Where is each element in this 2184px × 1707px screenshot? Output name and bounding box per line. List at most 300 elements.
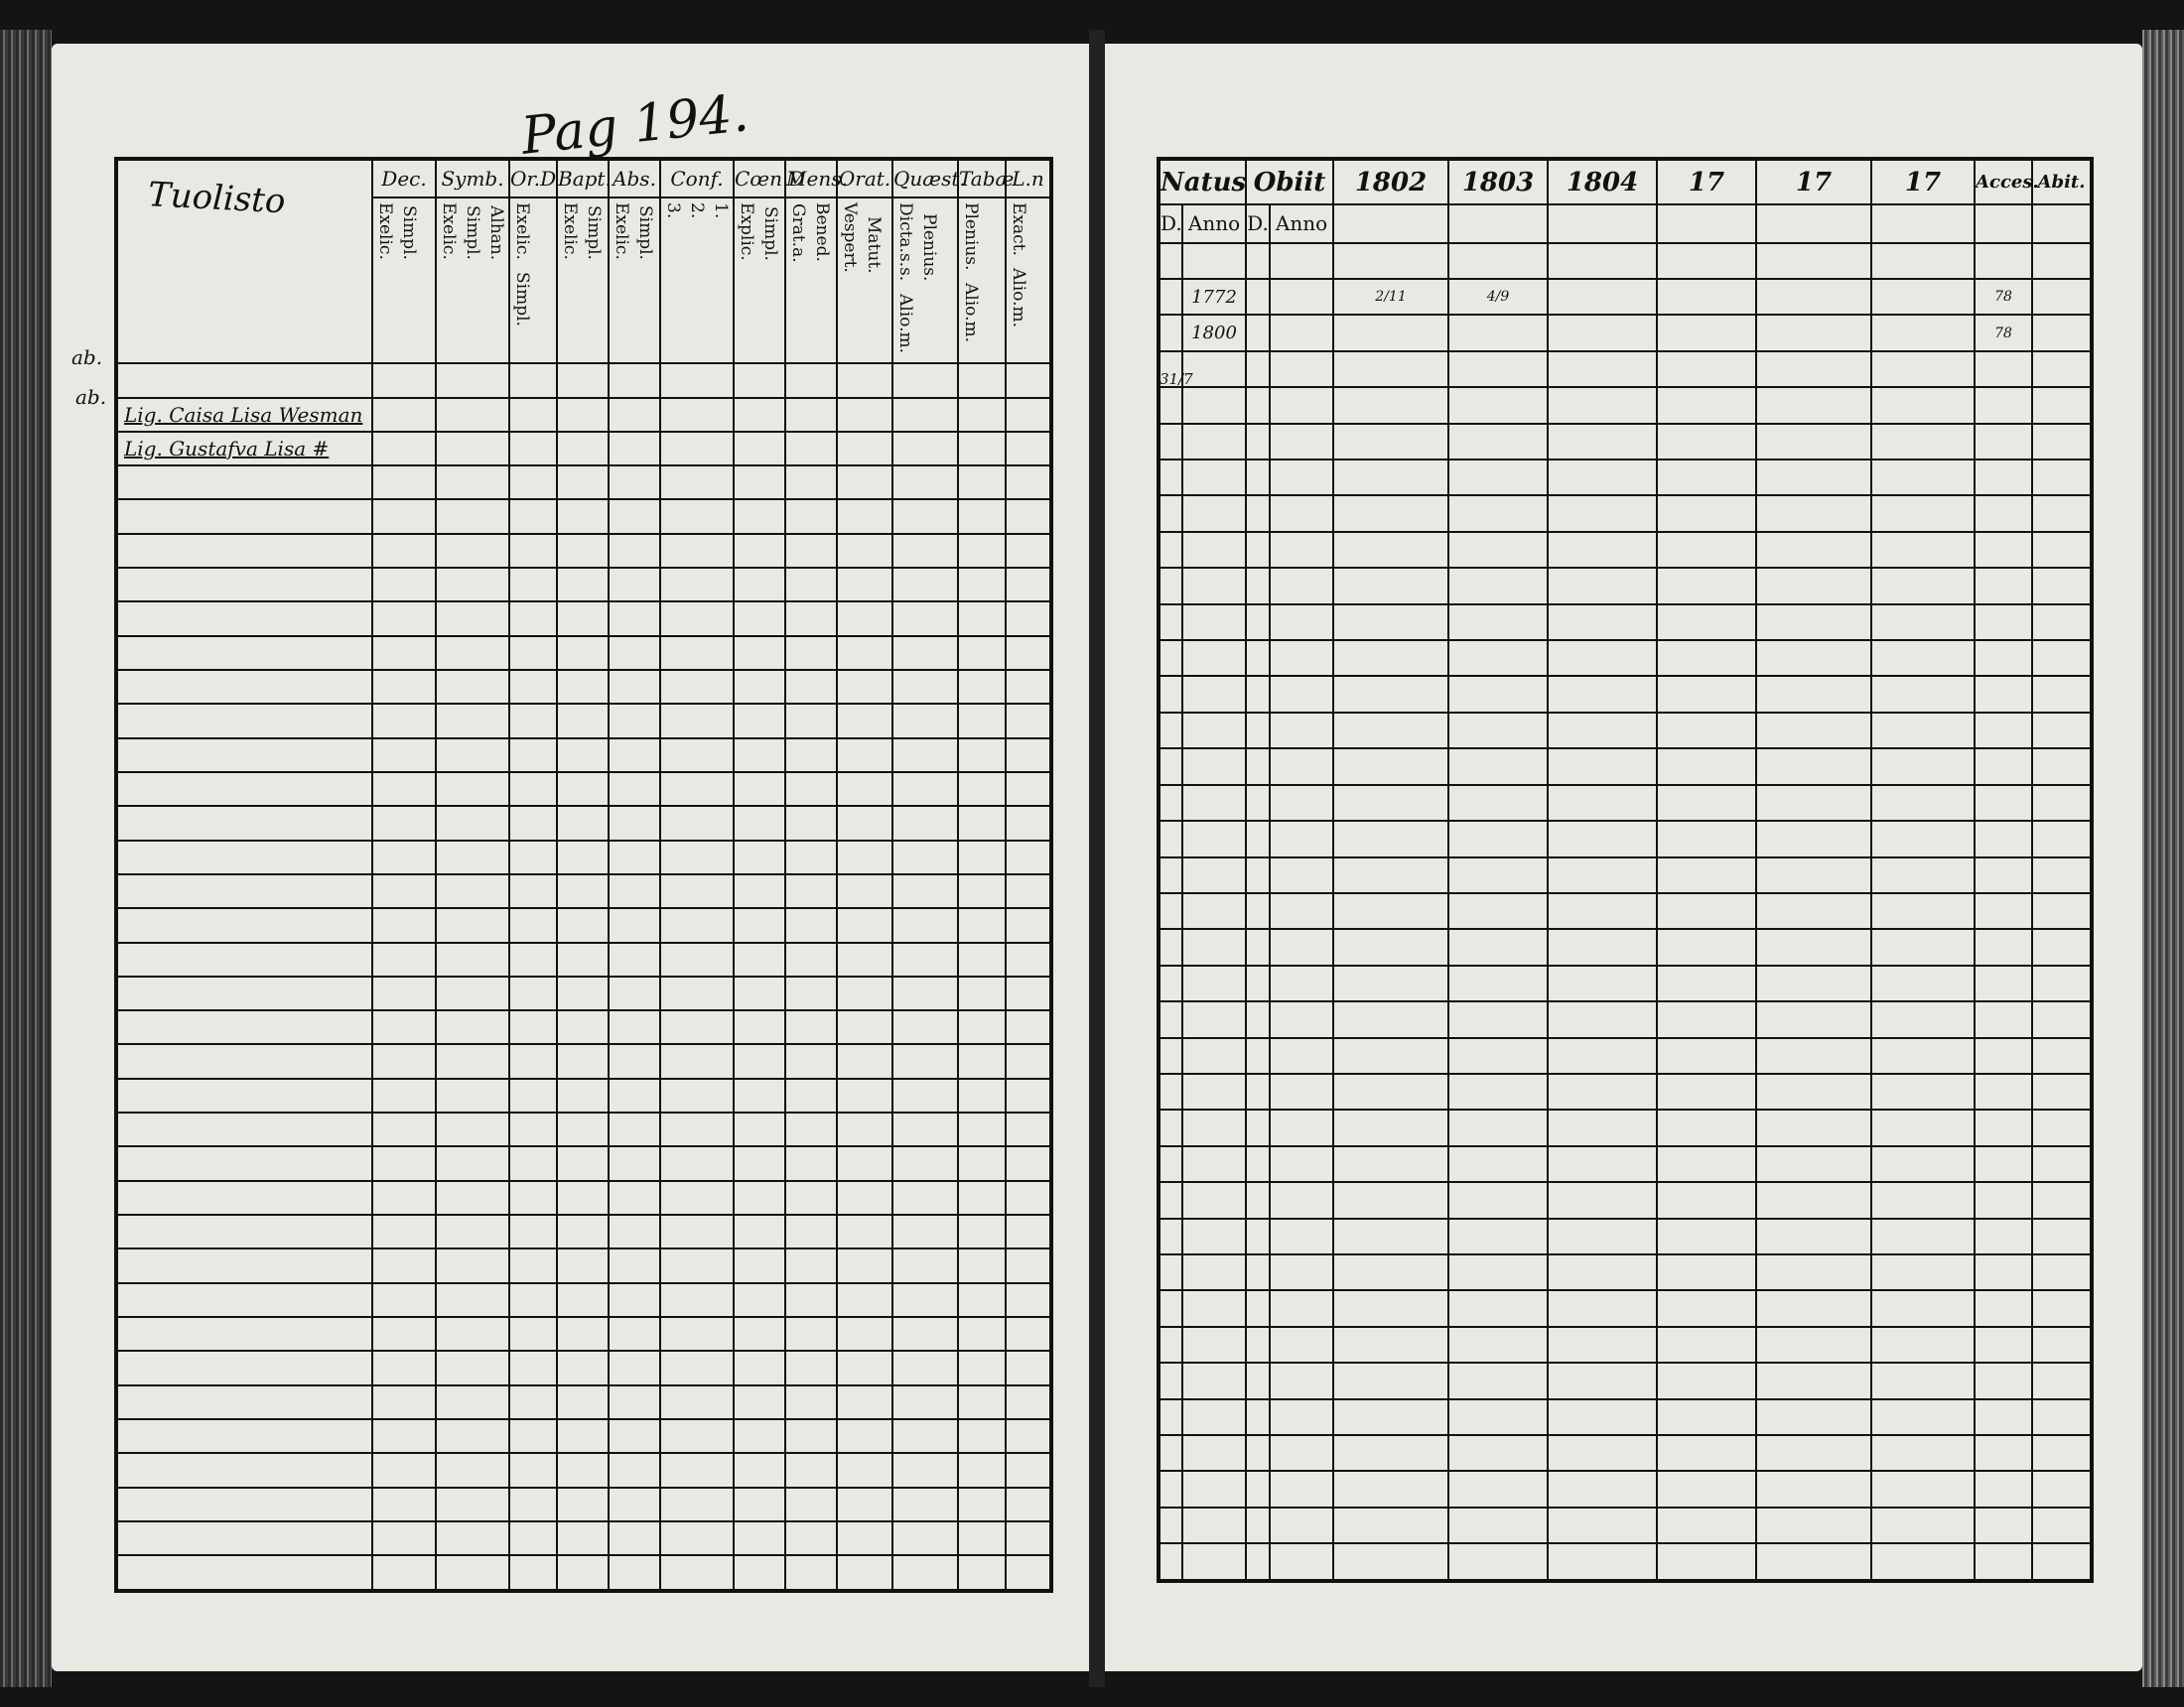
ledger-cell <box>660 874 734 908</box>
ledger-cell <box>436 841 509 874</box>
ledger-cell <box>436 1521 509 1555</box>
ledger-cell <box>2032 1399 2092 1435</box>
ledger-cell <box>1871 1508 1975 1543</box>
ledger-cell <box>509 943 557 977</box>
ledger-cell <box>1756 857 1871 893</box>
ledger-cell <box>1975 1182 2032 1218</box>
ledger-cell <box>892 1283 958 1317</box>
ledger-cell <box>1246 893 1270 929</box>
ledger-cell <box>1006 874 1051 908</box>
ledger-cell <box>557 601 609 635</box>
ledger-cell <box>509 465 557 499</box>
ledger-cell <box>1871 460 1975 495</box>
ledger-cell <box>509 1488 557 1521</box>
ledger-cell <box>1756 279 1871 315</box>
ledger-cell <box>785 568 837 601</box>
ledger-cell <box>1270 424 1333 460</box>
table-row <box>116 670 1051 704</box>
table-row <box>116 1079 1051 1113</box>
book-edge-left <box>0 30 52 1687</box>
ledger-cell <box>1006 1113 1051 1146</box>
ledger-cell <box>1548 785 1657 821</box>
ledger-cell <box>892 636 958 670</box>
name-cell <box>116 534 372 568</box>
ledger-cell <box>372 432 436 465</box>
name-cell <box>116 1317 372 1351</box>
ledger-cell <box>372 1555 436 1591</box>
table-row <box>116 874 1051 908</box>
ledger-cell <box>1975 1327 2032 1363</box>
ledger-cell <box>1657 460 1756 495</box>
ledger-cell <box>785 1044 837 1078</box>
ledger-cell <box>1548 1219 1657 1254</box>
ledger-cell <box>660 1351 734 1384</box>
ledger-cell <box>734 670 785 704</box>
table-row <box>116 1317 1051 1351</box>
ledger-cell <box>1270 929 1333 965</box>
ledger-cell <box>2032 1543 2092 1581</box>
ledger-cell <box>1448 460 1548 495</box>
ledger-cell <box>2032 243 2092 279</box>
sub-label: Grat.a. <box>788 202 808 263</box>
ledger-cell <box>785 1453 837 1487</box>
ledger-cell <box>1159 1254 1182 1290</box>
sub-label: Explic. <box>737 202 756 262</box>
ledger-cell <box>958 1079 1006 1113</box>
ledger-cell <box>1756 1543 1871 1581</box>
ledger-cell <box>1756 1146 1871 1182</box>
ledger-cell <box>1333 424 1448 460</box>
ledger-cell <box>1006 1146 1051 1180</box>
ledger-cell <box>660 534 734 568</box>
table-row <box>116 1283 1051 1317</box>
sub-label: Bened. <box>812 202 832 263</box>
ledger-cell <box>1333 568 1448 603</box>
ledger-cell <box>1657 821 1756 856</box>
ledger-cell <box>1182 387 1246 423</box>
ledger-cell <box>1657 1110 1756 1145</box>
ledger-cell <box>1657 1254 1756 1290</box>
sub-head-obiit-anno: Anno <box>1270 204 1333 243</box>
ledger-cell <box>734 1044 785 1078</box>
ledger-cell <box>557 1181 609 1215</box>
ledger-cell <box>609 1010 660 1044</box>
ledger-cell <box>1975 857 2032 893</box>
col-head-abit: Abit. <box>2032 159 2092 204</box>
name-cell <box>116 806 372 840</box>
ledger-cell <box>734 363 785 397</box>
ledger-cell <box>1246 1219 1270 1254</box>
ledger-cell <box>837 1385 892 1419</box>
sub-head-symb <box>436 197 509 363</box>
col-head-conf: Conf. <box>660 159 734 197</box>
ledger-cell <box>1159 243 1182 279</box>
ledger-cell <box>1548 1471 1657 1507</box>
ledger-cell <box>1871 1543 1975 1581</box>
ledger-cell <box>1006 1044 1051 1078</box>
ledger-cell <box>660 1248 734 1282</box>
ledger-cell <box>1159 676 1182 712</box>
ledger-cell <box>509 1385 557 1419</box>
ledger-cell <box>1006 1248 1051 1282</box>
ledger-cell <box>509 1181 557 1215</box>
ledger-cell <box>1333 713 1448 748</box>
sub-head-dec <box>372 197 436 363</box>
ledger-cell <box>436 363 509 397</box>
table-row <box>1159 604 2092 640</box>
ledger-cell <box>1006 1453 1051 1487</box>
table-row <box>1159 243 2092 279</box>
name-cell <box>116 499 372 533</box>
ledger-cell <box>1548 748 1657 784</box>
sub-head-orat <box>837 197 892 363</box>
sub-label: Alio.m. <box>1009 268 1028 328</box>
ledger-cell <box>1159 532 1182 568</box>
ledger-cell <box>557 465 609 499</box>
ledger-cell <box>1270 1399 1333 1435</box>
ledger-cell <box>2032 929 2092 965</box>
ledger-cell <box>1182 1219 1246 1254</box>
ledger-cell <box>509 874 557 908</box>
ledger-cell <box>785 1215 837 1248</box>
name-cell <box>116 977 372 1010</box>
ledger-cell <box>660 1521 734 1555</box>
ledger-cell <box>1871 1110 1975 1145</box>
ledger-cell <box>1246 1110 1270 1145</box>
ledger-cell <box>1270 821 1333 856</box>
ledger-cell <box>837 1146 892 1180</box>
ledger-cell <box>958 1010 1006 1044</box>
col-head-quaest: Quæst. <box>892 159 958 197</box>
ledger-cell <box>892 398 958 432</box>
ledger-cell <box>892 1146 958 1180</box>
ledger-cell <box>1006 601 1051 635</box>
table-row <box>116 398 1051 432</box>
ledger-cell <box>892 670 958 704</box>
ledger-cell <box>837 636 892 670</box>
ledger-cell <box>1871 1001 1975 1037</box>
ledger-cell <box>892 738 958 772</box>
ledger-cell <box>1333 1182 1448 1218</box>
ledger-cell <box>1159 424 1182 460</box>
table-row <box>1159 315 2092 350</box>
sub-head-coen <box>734 197 785 363</box>
table-row <box>1159 1038 2092 1074</box>
ledger-cell <box>1246 929 1270 965</box>
ledger-cell <box>785 841 837 874</box>
ledger-cell <box>1246 315 1270 350</box>
ledger-cell <box>892 568 958 601</box>
ledger-cell <box>734 908 785 942</box>
ledger-cell <box>372 1215 436 1248</box>
ledger-cell <box>660 1215 734 1248</box>
ledger-cell <box>1548 857 1657 893</box>
ledger-cell <box>1270 1543 1333 1581</box>
ledger-cell <box>1182 713 1246 748</box>
table-row <box>1159 351 2092 387</box>
ledger-cell <box>1333 640 1448 676</box>
page-number: Pag 194. <box>518 83 751 167</box>
ledger-cell <box>509 1283 557 1317</box>
ledger-cell <box>1270 279 1333 315</box>
sub-label: Plenius. <box>961 202 981 271</box>
ledger-cell <box>1756 1254 1871 1290</box>
ledger-cell <box>1182 1543 1246 1581</box>
ledger-cell <box>609 1044 660 1078</box>
table-row <box>116 1453 1051 1487</box>
ledger-cell <box>785 432 837 465</box>
ledger-cell <box>509 1044 557 1078</box>
ledger-cell <box>1182 1001 1246 1037</box>
ledger-cell <box>734 1317 785 1351</box>
ledger-cell <box>436 772 509 806</box>
ledger-cell <box>660 1113 734 1146</box>
ledger-cell <box>1448 748 1548 784</box>
ledger-cell <box>1159 1038 1182 1074</box>
table-row <box>1159 1254 2092 1290</box>
ledger-cell <box>1871 748 1975 784</box>
ledger-cell <box>436 1385 509 1419</box>
ledger-cell <box>785 874 837 908</box>
ledger-cell <box>372 1453 436 1487</box>
ledger-cell <box>557 1079 609 1113</box>
ledger-cell <box>1006 704 1051 737</box>
ledger-cell <box>1246 713 1270 748</box>
ledger-cell <box>1975 532 2032 568</box>
ledger-cell <box>1548 495 1657 531</box>
ledger-cell <box>1448 966 1548 1001</box>
ledger-cell <box>837 499 892 533</box>
ledger-cell <box>1006 1317 1051 1351</box>
ledger-cell <box>1548 1146 1657 1182</box>
ledger-cell <box>372 568 436 601</box>
ledger-cell <box>2032 1435 2092 1471</box>
ledger-cell <box>1246 857 1270 893</box>
table-row <box>116 1113 1051 1146</box>
ledger-cell <box>1006 1555 1051 1591</box>
ledger-cell <box>958 738 1006 772</box>
ledger-cell <box>1657 713 1756 748</box>
ledger-cell <box>1159 1363 1182 1398</box>
ledger-cell <box>2032 1038 2092 1074</box>
ledger-cell <box>372 738 436 772</box>
ledger-cell <box>1333 929 1448 965</box>
ledger-cell <box>1975 640 2032 676</box>
ledger-cell <box>1871 1146 1975 1182</box>
ledger-cell <box>1333 604 1448 640</box>
ledger-cell <box>609 636 660 670</box>
ledger-cell <box>609 1317 660 1351</box>
ledger-cell <box>557 977 609 1010</box>
col-head-year-1804: 1804 <box>1548 159 1657 204</box>
ledger-cell <box>660 738 734 772</box>
ledger-cell <box>372 1351 436 1384</box>
entry-margin-note-2: ab. <box>75 385 107 409</box>
ledger-cell <box>1333 1038 1448 1074</box>
ledger-cell <box>2032 857 2092 893</box>
ledger-cell <box>509 1113 557 1146</box>
col-head-year-5: 17 <box>1756 159 1871 204</box>
ledger-cell <box>1975 1074 2032 1110</box>
ledger-cell <box>2032 1001 2092 1037</box>
ledger-cell <box>1333 821 1448 856</box>
ledger-cell <box>2032 568 2092 603</box>
ledger-cell <box>1182 243 1246 279</box>
ledger-cell <box>1975 893 2032 929</box>
name-cell <box>116 363 372 397</box>
ledger-cell <box>660 1181 734 1215</box>
ledger-cell <box>436 534 509 568</box>
ledger-cell <box>1246 821 1270 856</box>
sub-head-natus-day: D. <box>1159 204 1182 243</box>
ledger-cell <box>1756 351 1871 387</box>
ledger-cell <box>958 874 1006 908</box>
ledger-cell <box>1246 676 1270 712</box>
ledger-cell <box>837 534 892 568</box>
ledger-cell <box>1333 1074 1448 1110</box>
ledger-cell <box>837 1317 892 1351</box>
ledger-cell <box>785 704 837 737</box>
name-cell <box>116 1351 372 1384</box>
ledger-cell <box>557 1317 609 1351</box>
col-head-acces: Acces. <box>1975 159 2032 204</box>
name-cell <box>116 1419 372 1453</box>
ledger-cell <box>1182 785 1246 821</box>
ledger-cell <box>660 1283 734 1317</box>
ledger-cell <box>436 1555 509 1591</box>
ledger-cell <box>509 704 557 737</box>
ledger-cell <box>436 432 509 465</box>
ledger-cell <box>734 1113 785 1146</box>
ledger-cell <box>1548 1074 1657 1110</box>
sub-label: Alio.m. <box>961 282 981 342</box>
ledger-cell <box>557 568 609 601</box>
ledger-cell <box>436 636 509 670</box>
ledger-cell <box>958 1248 1006 1282</box>
ledger-cell <box>557 738 609 772</box>
ledger-cell <box>1756 1038 1871 1074</box>
ledger-cell <box>1657 279 1756 315</box>
ledger-cell <box>1006 363 1051 397</box>
ledger-cell <box>1159 1327 1182 1363</box>
sub-label: Simpl. <box>635 205 655 261</box>
ledger-cell <box>1246 351 1270 387</box>
ledger-cell <box>1448 1146 1548 1182</box>
ledger-cell <box>1270 1074 1333 1110</box>
sub-label: Plenius. <box>919 213 939 282</box>
name-cell <box>116 738 372 772</box>
ledger-cell <box>1246 1435 1270 1471</box>
ledger-cell <box>609 908 660 942</box>
ledger-cell <box>1246 279 1270 315</box>
ledger-cell <box>2032 1327 2092 1363</box>
table-row <box>1159 676 2092 712</box>
ledger-cell <box>1756 1327 1871 1363</box>
left-ledger-body <box>116 363 1051 1591</box>
table-row <box>1159 929 2092 965</box>
ledger-cell <box>958 1181 1006 1215</box>
ledger-cell <box>837 1283 892 1317</box>
ledger-cell <box>1006 432 1051 465</box>
natus-year-cell: 1772 <box>1182 279 1246 315</box>
ledger-cell <box>1333 1001 1448 1037</box>
ledger-cell <box>785 738 837 772</box>
table-row <box>116 465 1051 499</box>
ledger-cell <box>557 636 609 670</box>
ledger-cell <box>1270 604 1333 640</box>
ledger-cell <box>1270 1254 1333 1290</box>
ledger-cell <box>1182 1290 1246 1326</box>
ledger-cell <box>958 1521 1006 1555</box>
ledger-cell <box>436 704 509 737</box>
ledger-cell <box>785 772 837 806</box>
ledger-cell <box>2032 532 2092 568</box>
ledger-cell <box>1871 604 1975 640</box>
table-row <box>1159 460 2092 495</box>
ledger-cell <box>1975 1363 2032 1398</box>
ledger-cell <box>892 1079 958 1113</box>
ledger-cell <box>785 1419 837 1453</box>
ledger-cell <box>1871 387 1975 423</box>
ledger-cell <box>1448 315 1548 350</box>
ledger-cell <box>1006 977 1051 1010</box>
name-cell <box>116 1453 372 1487</box>
ledger-cell <box>1246 1471 1270 1507</box>
name-cell <box>116 1079 372 1113</box>
table-row <box>116 1215 1051 1248</box>
ledger-cell <box>1270 387 1333 423</box>
ledger-cell <box>1448 1543 1548 1581</box>
ledger-cell <box>958 806 1006 840</box>
ledger-cell <box>1871 713 1975 748</box>
ledger-cell <box>785 398 837 432</box>
ledger-cell <box>609 568 660 601</box>
ledger-cell <box>1333 1435 1448 1471</box>
ledger-cell <box>1246 495 1270 531</box>
ledger-cell <box>1871 1219 1975 1254</box>
ledger-cell <box>1756 1074 1871 1110</box>
ledger-cell <box>1448 387 1548 423</box>
ledger-cell <box>509 1010 557 1044</box>
ledger-cell <box>1270 857 1333 893</box>
ledger-cell <box>1333 1219 1448 1254</box>
ledger-cell <box>1975 785 2032 821</box>
ledger-cell <box>660 363 734 397</box>
ledger-cell <box>1448 893 1548 929</box>
table-row <box>116 772 1051 806</box>
ledger-cell <box>1756 748 1871 784</box>
ledger-cell <box>1246 1074 1270 1110</box>
ledger-cell <box>557 1351 609 1384</box>
ledger-cell <box>660 772 734 806</box>
ledger-cell <box>1270 748 1333 784</box>
ledger-cell <box>372 977 436 1010</box>
ledger-cell <box>609 1181 660 1215</box>
ledger-cell <box>1975 387 2032 423</box>
ledger-cell <box>734 738 785 772</box>
ledger-cell <box>1182 351 1246 387</box>
ledger-cell <box>734 1079 785 1113</box>
ledger-cell <box>557 1215 609 1248</box>
ledger-cell <box>436 943 509 977</box>
ledger-cell <box>1871 640 1975 676</box>
ledger-cell <box>892 1521 958 1555</box>
ledger-cell <box>1975 1435 2032 1471</box>
ledger-cell <box>1270 1290 1333 1326</box>
ledger-cell <box>1182 857 1246 893</box>
ledger-cell <box>1657 929 1756 965</box>
ledger-cell <box>1182 929 1246 965</box>
